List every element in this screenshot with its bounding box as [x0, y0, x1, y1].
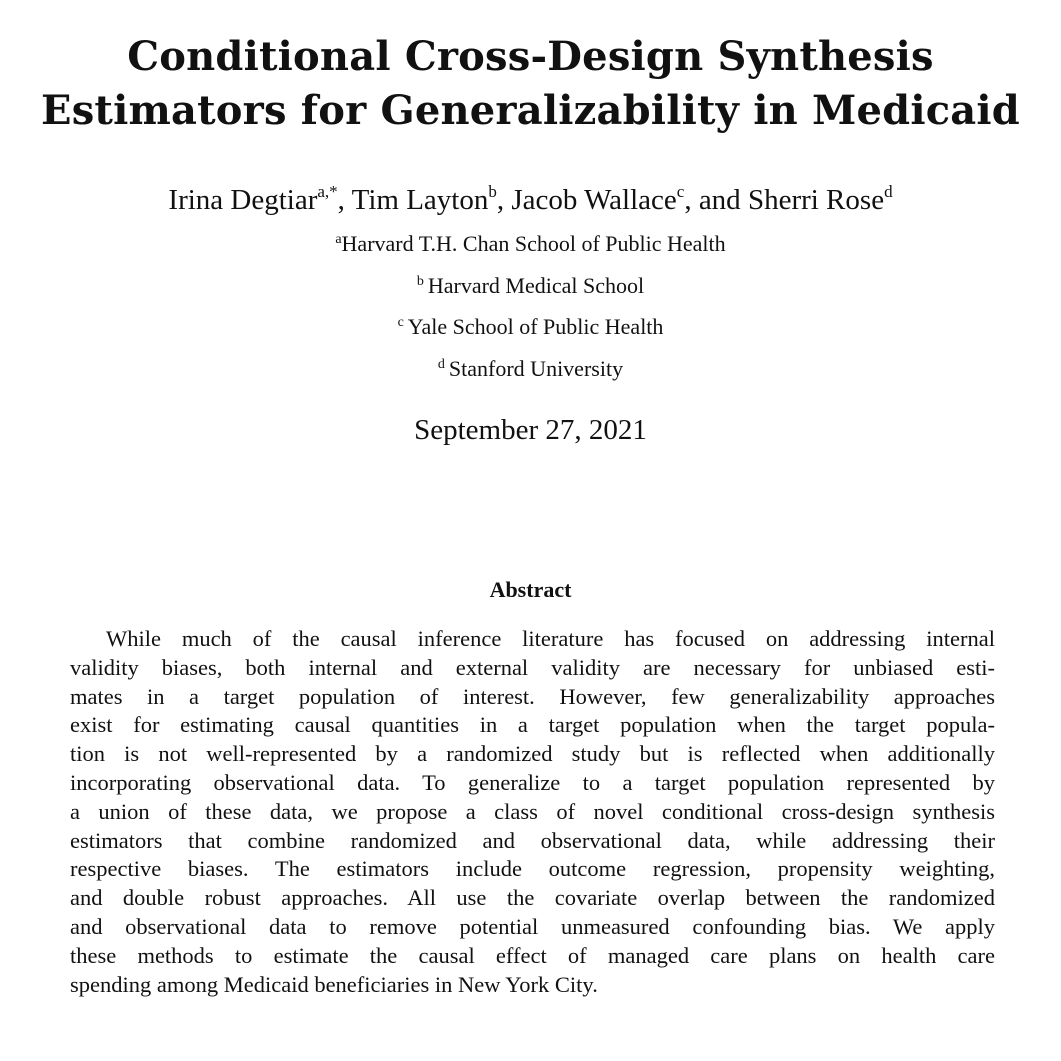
title-line-2: Estimators for Generalizability in Medicaid: [41, 87, 1020, 134]
publication-date: September 27, 2021: [414, 414, 647, 446]
author-list: [0, 183, 1061, 217]
paper-title: [0, 30, 1061, 138]
affiliation: [0, 272, 1061, 300]
affiliation-mark: b: [416, 274, 424, 289]
affiliation-mark: a: [335, 232, 342, 247]
abstract-line: While much of the causal inference literature has focused on addressing internal: [106, 626, 995, 651]
abstract-line: spending among Medicaid beneficiaries in New York City.: [70, 971, 598, 997]
abstract-line: respective biases. The estimators include outcome regression, propensity weighting,: [70, 856, 995, 882]
abstract-line: mates in a target population of interest. However, few generalizability approaches: [70, 683, 995, 709]
author-separator: , and: [684, 184, 748, 216]
author-name: Tim Layton: [351, 184, 489, 216]
abstract-line: estimators that combine randomized and observational data, while addressing their: [70, 827, 995, 853]
affiliation-mark: d: [437, 357, 445, 372]
author-affiliation-mark: a,*: [317, 182, 338, 201]
abstract-line: tion is not well-represented by a randomized study but is reflected when additionally: [70, 741, 995, 767]
affiliation-text: Yale School of Public Health: [407, 314, 664, 339]
author-separator: ,: [496, 184, 512, 216]
abstract-line: and observational data to remove potential unmeasured confounding bias. We apply: [70, 913, 995, 939]
affiliation: [0, 355, 1061, 383]
abstract-line: a union of these data, we propose a class of novel conditional cross-design synthesis: [70, 798, 995, 824]
author-affiliation-mark: b: [488, 182, 497, 201]
affiliation: [0, 230, 1061, 258]
author-name: Irina Degtiar: [168, 184, 318, 216]
title-line-1: Conditional Cross-Design Synthesis: [127, 33, 934, 80]
affiliation-text: Stanford University: [448, 356, 624, 381]
abstract-line: and double robust approaches. All use the covariate overlap between the randomized: [70, 885, 995, 911]
author-affiliation-mark: c: [676, 182, 685, 201]
abstract-line: validity biases, both internal and external validity are necessary for unbiased esti-: [70, 654, 995, 680]
abstract-line: these methods to estimate the causal effect of managed care plans on health care: [70, 942, 995, 968]
author-name: Jacob Wallace: [511, 184, 677, 216]
affiliation-text: Harvard Medical School: [427, 273, 645, 298]
abstract-line: incorporating observational data. To generalize to a target population represented by: [70, 769, 995, 795]
affiliation: [0, 313, 1061, 341]
author-name: Sherri Rose: [747, 184, 885, 216]
abstract-line: exist for estimating causal quantities in a target population when the target popula-: [70, 712, 995, 738]
abstract-heading: Abstract: [489, 577, 572, 602]
author-separator: ,: [337, 184, 352, 216]
affiliation-text: Harvard T.H. Chan School of Public Health: [341, 231, 726, 256]
author-affiliation-mark: d: [884, 182, 893, 201]
abstract-body: [70, 625, 995, 999]
affiliation-mark: c: [397, 315, 404, 330]
